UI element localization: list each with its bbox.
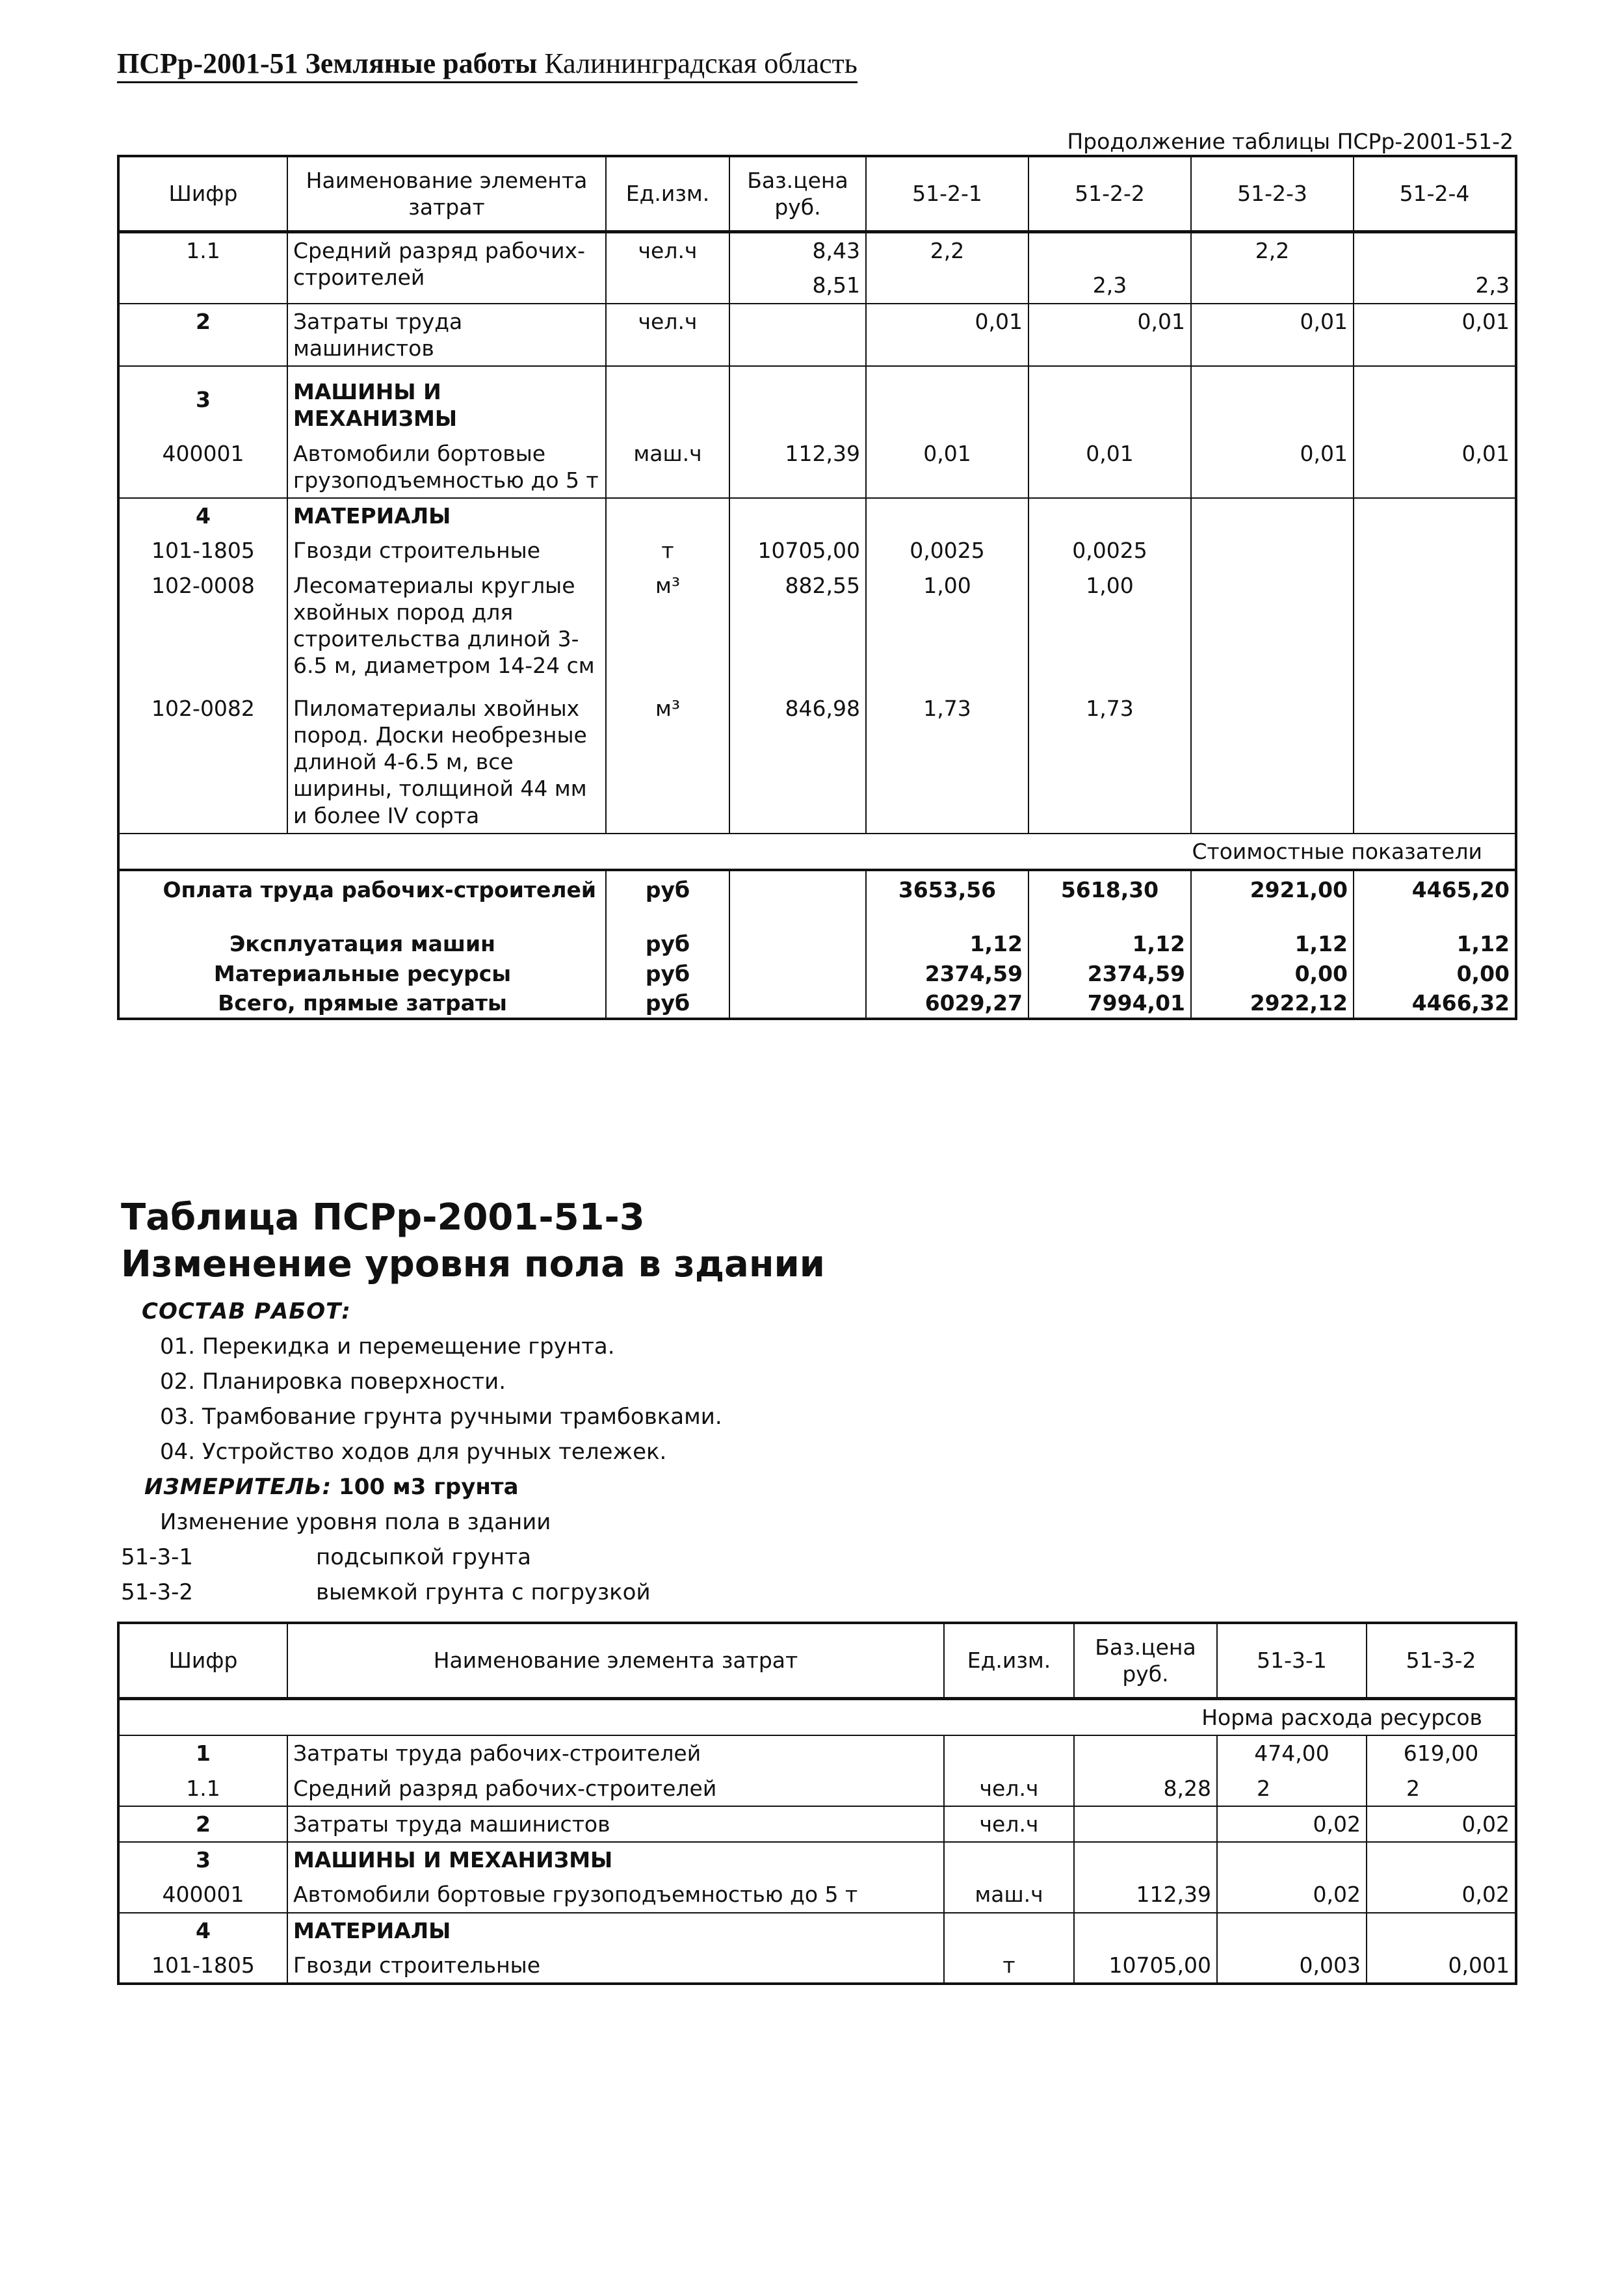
table-row: 400001 Автомобили бортовые грузоподъемностью до 5 т маш.ч 112,39 0,02 0,02: [118, 1877, 1516, 1912]
continuation-label: Продолжение таблицы ПСРр-2001-51-2: [1067, 129, 1513, 154]
work-item: 04. Устройство ходов для ручных тележек.: [160, 1439, 667, 1465]
col-header-51-2-2: 51-2-2: [1028, 156, 1191, 232]
col-header-unit: Ед.изм.: [944, 1623, 1074, 1699]
col-header-name: Наименование элемента затрат: [287, 156, 606, 232]
cost-title: Стоимостные показатели: [118, 834, 1516, 870]
variant-desc: подсыпкой грунта: [316, 1544, 531, 1570]
norm-title-row: [118, 1699, 1516, 1736]
table-row: 3 МАШИНЫ И МЕХАНИЗМЫ: [118, 366, 1516, 436]
col-header-unit: Ед.изм.: [606, 156, 729, 232]
header-region: Калининградская область: [544, 47, 858, 79]
table-row: 1 Затраты труда рабочих-строителей 474,00 619,00: [118, 1735, 1516, 1770]
meter-value: 100 м3 грунта: [339, 1474, 519, 1500]
table-row: 4 МАТЕРИАЛЫ: [118, 1913, 1516, 1948]
resource-table-51-3: [117, 1622, 1517, 1985]
col-header-51-3-1: 51-3-1: [1217, 1623, 1367, 1699]
resource-table-51-2: [117, 155, 1517, 1020]
header-title: ПСРр-2001-51 Земляные работы: [117, 47, 538, 79]
col-header-51-2-1: 51-2-1: [866, 156, 1028, 232]
work-item: 02. Планировка поверхности.: [160, 1369, 506, 1395]
variant-row: [121, 1575, 722, 1610]
col-header-51-3-2: 51-3-2: [1367, 1623, 1516, 1699]
variant-code: 51-3-2: [121, 1579, 194, 1605]
table-row: 400001 Автомобили бортовые грузоподъемностью до 5 т маш.ч 112,39 0,01 0,01 0,01 0,01: [118, 436, 1516, 499]
variant-code: 51-3-1: [121, 1544, 194, 1570]
cost-row: Оплата труда рабочих-строителей руб 3653,56 5618,30 2921,00 4465,20: [118, 870, 1516, 904]
meter-line: [144, 1469, 722, 1505]
table-row: 101-1805 Гвозди строительные т 10705,00 0,003 0,001: [118, 1948, 1516, 1984]
col-header-price: Баз.цена руб.: [729, 156, 866, 232]
table-row: 101-1805 Гвозди строительные т 10705,00 0,0025 0,0025: [118, 533, 1516, 568]
table-row: 102-0082 Пиломатериалы хвойных пород. Доски необрезные длиной 4-6.5 м, все ширины, толщиной 44 мм и более IV сорта м³ 846,98 1,73 1,73: [118, 683, 1516, 834]
norm-title: Норма расхода ресурсов: [118, 1699, 1516, 1736]
table-row: 102-0008 Лесоматериалы круглые хвойных пород для строительства длиной 3-6.5 м, диаметром 14-24 см м³ 882,55 1,00 1,00: [118, 568, 1516, 683]
section-subtitle: Изменение уровня пола в здании: [121, 1243, 826, 1285]
table-header-row: [118, 1623, 1516, 1699]
table-row: 4 МАТЕРИАЛЫ: [118, 498, 1516, 533]
cost-row: Всего, прямые затраты руб 6029,27 7994,01 2922,12 4466,32: [118, 988, 1516, 1019]
table-header-row: [118, 156, 1516, 232]
table-row: 1.1 Средний разряд рабочих-строителей чел.ч 8,28 2 2: [118, 1771, 1516, 1806]
col-header-code: Шифр: [118, 156, 287, 232]
cost-row: Материальные ресурсы руб 2374,59 2374,59 0,00 0,00: [118, 959, 1516, 988]
works-block: [121, 1294, 722, 1610]
col-header-51-2-4: 51-2-4: [1354, 156, 1516, 232]
table-row: 1.1 Средний разряд рабочих-строителей чел.ч 8,43 8,51 2,2 2,3 2,2 2,3: [118, 232, 1516, 304]
table-row: 2 Затраты труда машинистов чел.ч 0,01 0,01 0,01 0,01: [118, 304, 1516, 367]
table-row: 2 Затраты труда машинистов чел.ч 0,02 0,02: [118, 1806, 1516, 1842]
col-header-51-2-3: 51-2-3: [1191, 156, 1354, 232]
cost-row: Эксплуатация машин руб 1,12 1,12 1,12 1,12: [118, 904, 1516, 958]
variant-row: [121, 1540, 722, 1575]
works-label: СОСТАВ РАБОТ:: [142, 1298, 351, 1324]
col-header-code: Шифр: [118, 1623, 287, 1699]
variant-desc: выемкой грунта с погрузкой: [316, 1579, 651, 1605]
col-header-price: Баз.цена руб.: [1074, 1623, 1217, 1699]
work-item: 01. Перекидка и перемещение грунта.: [160, 1334, 615, 1360]
section-title: Таблица ПСРр-2001-51-3: [121, 1196, 645, 1239]
cost-title-row: [118, 834, 1516, 870]
col-header-name: Наименование элемента затрат: [287, 1623, 944, 1699]
document-header: [117, 47, 858, 83]
meter-label: ИЗМЕРИТЕЛЬ:: [144, 1474, 332, 1500]
group-caption: Изменение уровня пола в здании: [160, 1509, 551, 1535]
work-item: 03. Трамбование грунта ручными трамбовками.: [160, 1404, 722, 1430]
table-row: 3 МАШИНЫ И МЕХАНИЗМЫ: [118, 1842, 1516, 1877]
